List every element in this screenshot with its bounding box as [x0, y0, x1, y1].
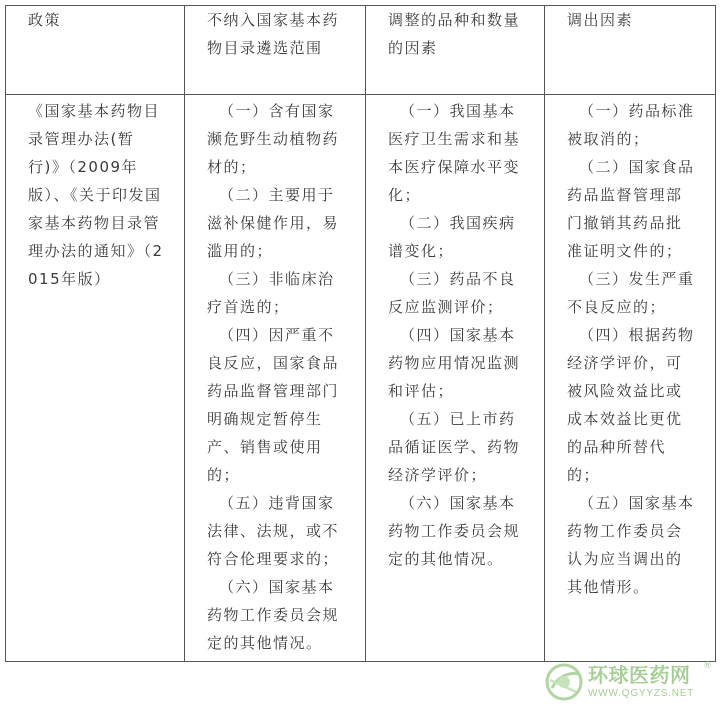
watermark-url: WWW.QGYYZS.NET: [588, 688, 695, 699]
watermark-name: 环球医药网: [588, 663, 691, 687]
list-item: （五）国家基本药物工作委员会认为应当调出的其他情形。: [567, 494, 695, 596]
list-item: （五）已上市药品循证医学、药物经济学评价；: [388, 410, 521, 484]
adjustment-cell: [366, 95, 545, 662]
list-item: （五）违背国家法律、法规，或不符合伦理要求的；: [207, 494, 340, 568]
list-item: （六）国家基本药物工作委员会规定的其他情况。: [207, 578, 340, 652]
list-item: （二）国家食品药品监督管理部门撤销其药品批准证明文件的；: [567, 158, 695, 260]
registered-mark: ®: [703, 661, 712, 671]
removal-cell: [545, 95, 716, 662]
list-item: （四）因严重不良反应，国家食品药品监督管理部门明确规定暂停生产、销售或使用的；: [207, 326, 340, 484]
globe-logo-icon: [544, 662, 584, 702]
table-row: [6, 95, 716, 662]
list-item: （四）国家基本药物应用情况监测和评估；: [388, 326, 521, 400]
list-item: （三）药品不良反应监测评价；: [388, 270, 516, 316]
table-header-row: [6, 6, 716, 95]
header-removal-factors: 调出因素: [545, 6, 716, 95]
list-item: （三）非临床治疗首选的；: [207, 270, 335, 316]
list-item: （六）国家基本药物工作委员会规定的其他情况。: [388, 494, 521, 568]
list-item: （二）主要用于滋补保健作用，易滥用的；: [207, 186, 340, 260]
list-item: （三）发生严重不良反应的；: [567, 270, 695, 316]
list-item: （二）我国疾病谱变化；: [388, 214, 516, 260]
header-adjustment-factors: 调整的品种和数量的因素: [366, 6, 545, 95]
list-item: （一）药品标准被取消的；: [567, 102, 695, 148]
policy-table: [5, 5, 716, 662]
watermark: [544, 659, 714, 705]
header-policy: 政策: [6, 6, 185, 95]
policy-cell: 《国家基本药物目录管理办法(暂行)》（2009年版）、《关于印发国家基本药物目录管理办法的通知》（2015年版）: [6, 95, 185, 662]
exclusion-cell: [185, 95, 366, 662]
list-item: （一）含有国家濒危野生动植物药材的；: [207, 102, 340, 176]
list-item: （四）根据药物经济学评价，可被风险效益比或成本效益比更优的品种所替代的；: [567, 326, 695, 484]
list-item: （一）我国基本医疗卫生需求和基本医疗保障水平变化；: [388, 102, 521, 204]
watermark-text: [588, 665, 694, 699]
header-exclusion-scope: 不纳入国家基本药物目录遴选范围: [185, 6, 366, 95]
